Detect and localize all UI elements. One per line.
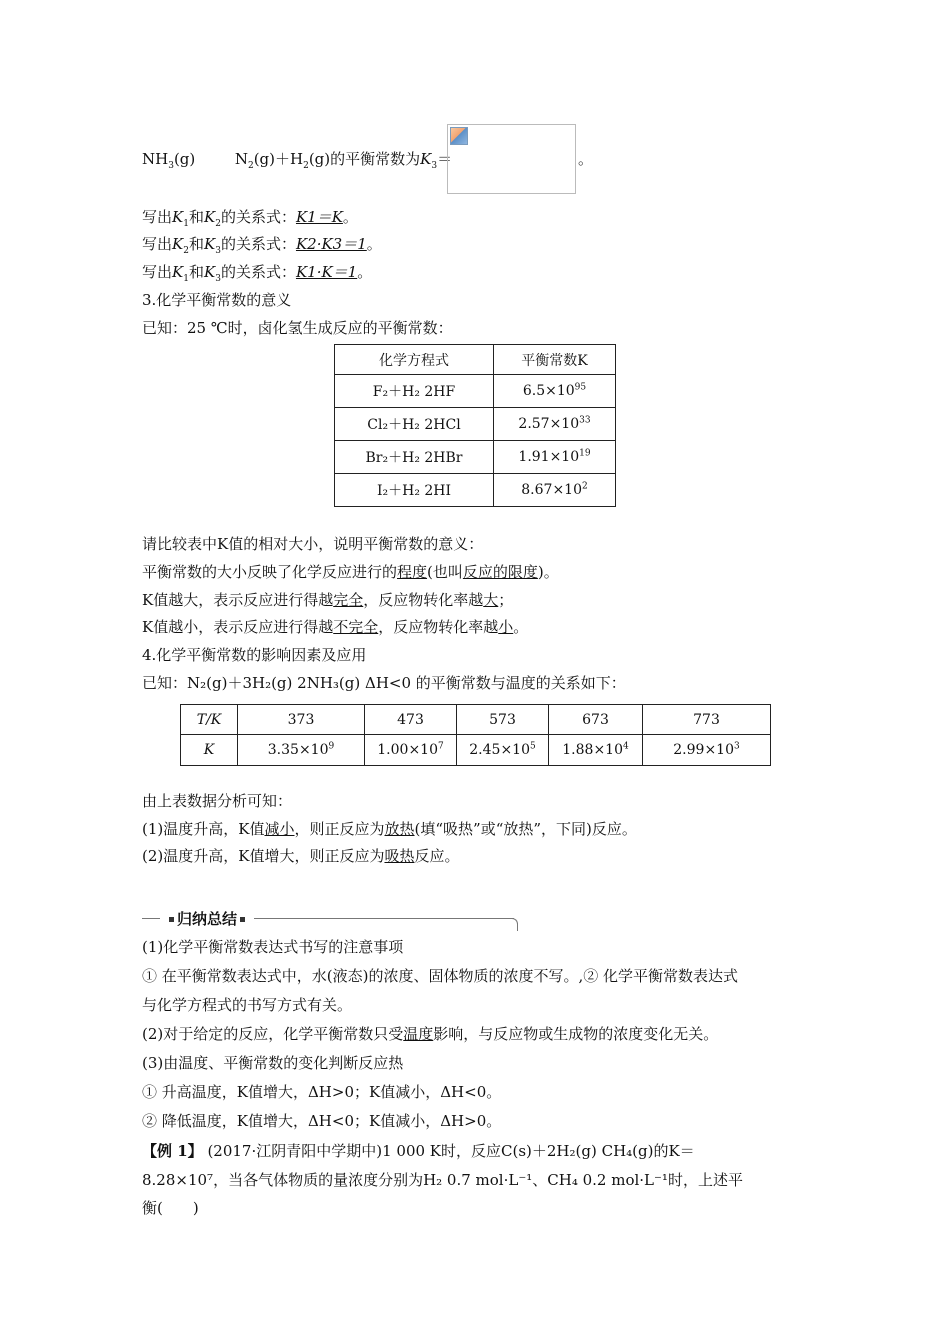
table-cell: $1.88\times 10^4$ — [549, 735, 643, 766]
table-cell: Cl₂＋H₂ 2HCl — [335, 408, 494, 441]
table-cell: 473 — [365, 705, 457, 735]
answer-underlined: K2·K3＝1 — [295, 235, 367, 253]
table-cell: I₂＋H₂ 2HI — [335, 474, 494, 507]
summary-5: (3)由温度、平衡常数的变化判断反应热 — [142, 1054, 404, 1072]
table-cell: $1.91\times 10^{19}$ — [494, 441, 616, 474]
section-3-title: 3.化学平衡常数的意义 — [142, 291, 292, 309]
table-cell: $1.00\times 10^7$ — [365, 735, 457, 766]
meaning-line-2: K值越大，表示反应进行得越完全，反应物转化率越大； — [142, 591, 514, 609]
summary-header — [142, 906, 518, 932]
summary-3: 与化学方程式的书写方式有关。 — [142, 996, 353, 1014]
relation-k1-k3: 写出$K_1$和$K_3$的关系式：K1·K＝1。 — [142, 263, 373, 284]
example-label: 【例 1】 — [142, 1142, 203, 1160]
table-cell: Br₂＋H₂ 2HBr — [335, 441, 494, 474]
relation-k2-k3: 写出$K_2$和$K_3$的关系式：K2·K3＝1。 — [142, 235, 382, 256]
question-compare: 请比较表中K值的相对大小，说明平衡常数的意义： — [142, 535, 484, 553]
meaning-line-3: K值越小，表示反应进行得越不完全，反应物转化率越小。 — [142, 618, 529, 636]
analysis-2: (2)温度升高，K值增大，则正反应为吸热反应。 — [142, 847, 460, 865]
summary-6: ① 升高温度，K值增大，ΔH>0；K值减小，ΔH<0。 — [142, 1083, 502, 1101]
summary-7: ② 降低温度，K值增大，ΔH<0；K值减小，ΔH>0。 — [142, 1112, 502, 1130]
analysis-intro: 由上表数据分析可知： — [142, 792, 293, 810]
section-4-title: 4.化学平衡常数的影响因素及应用 — [142, 646, 367, 664]
meaning-line-1: 平衡常数的大小反映了化学反应进行的程度(也叫反应的限度)。 — [142, 563, 559, 581]
table-cell: 373 — [238, 705, 365, 735]
answer-underlined: K1＝K — [295, 208, 343, 226]
table-cell: $2.45\times 10^5$ — [457, 735, 549, 766]
table-header: 平衡常数K — [494, 345, 616, 375]
example-line-3: 衡( ) — [142, 1199, 199, 1217]
table-header: 化学方程式 — [335, 345, 494, 375]
example-line-2: 8.28×10⁷，当各气体物质的量浓度分别为H₂ 0.7 mol·L⁻¹、CH₄ 0.2 mol·L⁻¹时，上述平 — [142, 1171, 743, 1189]
line1-end: 。 — [578, 150, 594, 168]
table-cell: F₂＋H₂ 2HF — [335, 375, 494, 408]
table-cell: $2.57\times 10^{33}$ — [494, 408, 616, 441]
halogen-k-table — [334, 344, 616, 507]
answer-underlined: K1·K＝1 — [295, 263, 358, 281]
table-cell: 573 — [457, 705, 549, 735]
analysis-1: (1)温度升高，K值减小，则正反应为放热(填“吸热”或“放热”，下同)反应。 — [142, 820, 637, 838]
relation-k1-k2: 写出$K_1$和$K_2$的关系式：K1＝K。 — [142, 208, 358, 229]
table-header: T/K — [181, 705, 238, 735]
table-cell: 673 — [549, 705, 643, 735]
broken-image-icon — [450, 127, 468, 145]
section-3-known: 已知：25 ℃时，卤化氢生成反应的平衡常数： — [142, 319, 453, 337]
table-header: K — [181, 735, 238, 766]
missing-formula-image — [447, 124, 576, 194]
table-cell: $8.67\times 10^2$ — [494, 474, 616, 507]
k3-expression-line: $NH_3(g)$ $N_2(g)+H_2(g)$的平衡常数为$K_3=$ — [142, 150, 453, 171]
table-cell: 773 — [643, 705, 771, 735]
table-cell: $6.5\times 10^{95}$ — [494, 375, 616, 408]
section-4-known: 已知：N₂(g)＋3H₂(g) 2NH₃(g) ΔH<0 的平衡常数与温度的关系如下： — [142, 674, 626, 692]
table-cell: $3.35\times 10^9$ — [238, 735, 365, 766]
example-line-1: 【例 1】 (2017·江阴青阳中学期中)1 000 K时，反应C(s)＋2H₂(g) CH₄(g)的K＝ — [142, 1142, 695, 1160]
summary-1: (1)化学平衡常数表达式书写的注意事项 — [142, 938, 404, 956]
summary-2: ① 在平衡常数表达式中，水(液态)的浓度、固体物质的浓度不写。,② 化学平衡常数表达式 — [142, 967, 739, 985]
table-cell: $2.99\times 10^3$ — [643, 735, 771, 766]
summary-4: (2)对于给定的反应，化学平衡常数只受温度影响，与反应物或生成物的浓度变化无关。 — [142, 1025, 719, 1043]
summary-label: 归纳总结 — [177, 910, 238, 928]
temperature-k-table — [180, 704, 771, 766]
